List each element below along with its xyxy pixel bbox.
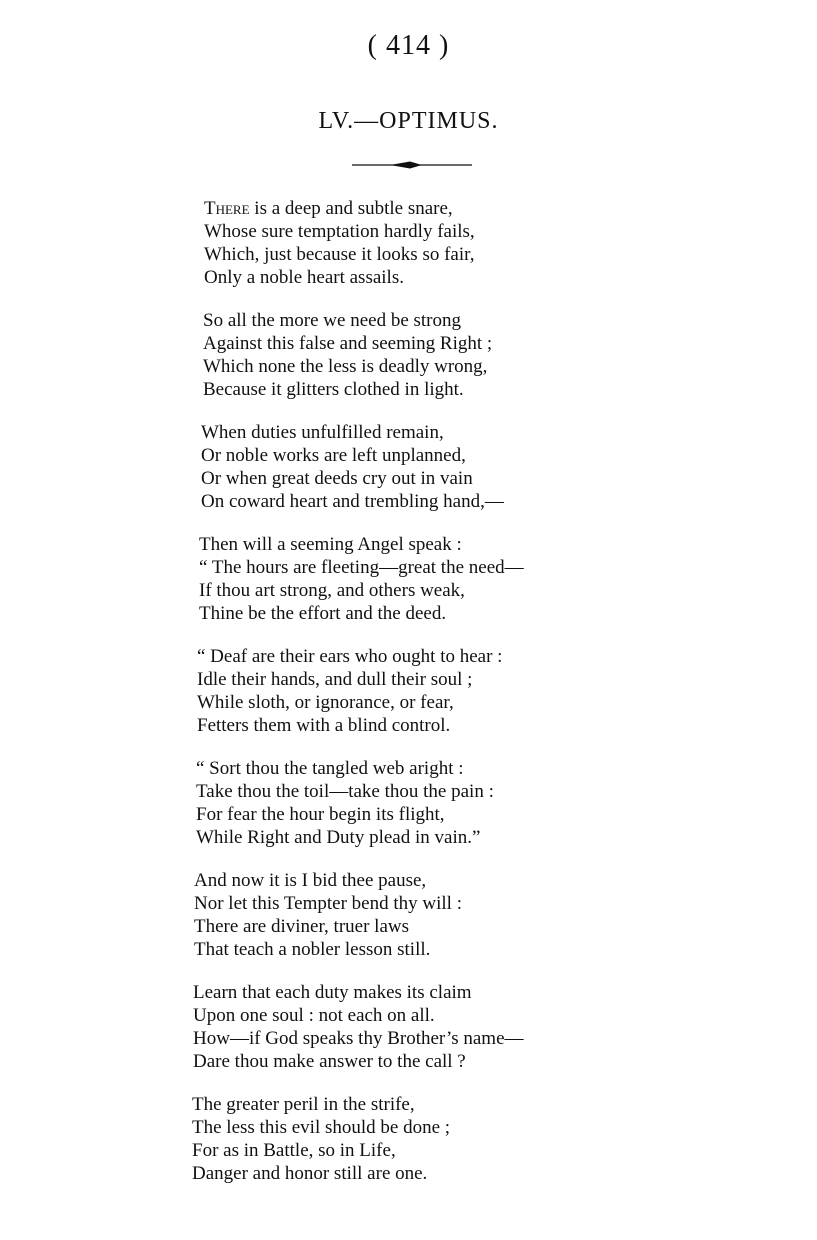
- stanza: [194, 869, 710, 961]
- poem-line: Danger and honor still are one.: [192, 1163, 428, 1184]
- stanza: [201, 421, 710, 513]
- poem-line: On coward heart and trembling hand,—: [201, 491, 504, 512]
- poem-line: For fear the hour begin its flight,: [196, 804, 445, 825]
- stanza: [199, 533, 710, 625]
- page-number: ( 414 ): [367, 30, 450, 61]
- poem-line: Or noble works are left unplanned,: [201, 445, 466, 466]
- poem-line: Whose sure temptation hardly fails,: [204, 221, 475, 242]
- poem-line: Then will a seeming Angel speak :: [199, 534, 462, 555]
- poem-line: Because it glitters clothed in light.: [203, 379, 464, 400]
- poem-line: The greater peril in the strife,: [192, 1094, 415, 1115]
- poem-line: “ Deaf are their ears who ought to hear :: [197, 646, 503, 667]
- drop-word: There: [204, 198, 250, 219]
- poem-line: Only a noble heart assails.: [204, 267, 404, 288]
- poem-line: “ Sort thou the tangled web aright :: [196, 758, 464, 779]
- poem-line: Which, just because it looks so fair,: [204, 244, 475, 265]
- stanza: [197, 645, 710, 737]
- stanza: [196, 757, 710, 849]
- poem-line: That teach a nobler lesson still.: [194, 939, 431, 960]
- poem-line: For as in Battle, so in Life,: [192, 1140, 396, 1161]
- poem-line: While sloth, or ignorance, or fear,: [197, 692, 454, 713]
- poem-line: And now it is I bid thee pause,: [194, 870, 427, 891]
- stanza: [193, 981, 710, 1073]
- poem-title: LV.—OPTIMUS.: [318, 108, 499, 134]
- poem-line: Or when great deeds cry out in vain: [201, 468, 473, 489]
- poem-line: Nor let this Tempter bend thy will :: [194, 893, 462, 914]
- poem-line: Fetters them with a blind control.: [197, 715, 451, 736]
- poem-line: When duties unfulfilled remain,: [201, 422, 444, 443]
- stanza: [204, 197, 710, 289]
- poem-line: Upon one soul : not each on all.: [193, 1005, 435, 1026]
- poem-line: Against this false and seeming Right ;: [203, 333, 493, 354]
- poem-line: Idle their hands, and dull their soul ;: [197, 669, 473, 690]
- poem-line: Take thou the toil—take thou the pain :: [196, 781, 494, 802]
- poem-line: How—if God speaks thy Brother’s name—: [193, 1028, 524, 1049]
- poem-line: Learn that each duty makes its claim: [193, 982, 472, 1003]
- title-ornament-rule: [352, 158, 472, 172]
- poem-line: While Right and Duty plead in vain.”: [196, 827, 481, 848]
- poem-line: Thine be the effort and the deed.: [199, 603, 447, 624]
- poem-line: Which none the less is deadly wrong,: [203, 356, 488, 377]
- poem-line: So all the more we need be strong: [203, 310, 462, 331]
- poem-line: If thou art strong, and others weak,: [199, 580, 465, 601]
- poem-body: [190, 197, 710, 1185]
- poem-line: “ The hours are fleeting—great the need—: [199, 557, 524, 578]
- poem-line: The less this evil should be done ;: [192, 1117, 451, 1138]
- stanza: [192, 1093, 710, 1185]
- poem-line: There is a deep and subtle snare,: [204, 198, 453, 219]
- poem-line: There are diviner, truer laws: [194, 916, 409, 937]
- stanza: [203, 309, 710, 401]
- poem-line: Dare thou make answer to the call ?: [193, 1051, 466, 1072]
